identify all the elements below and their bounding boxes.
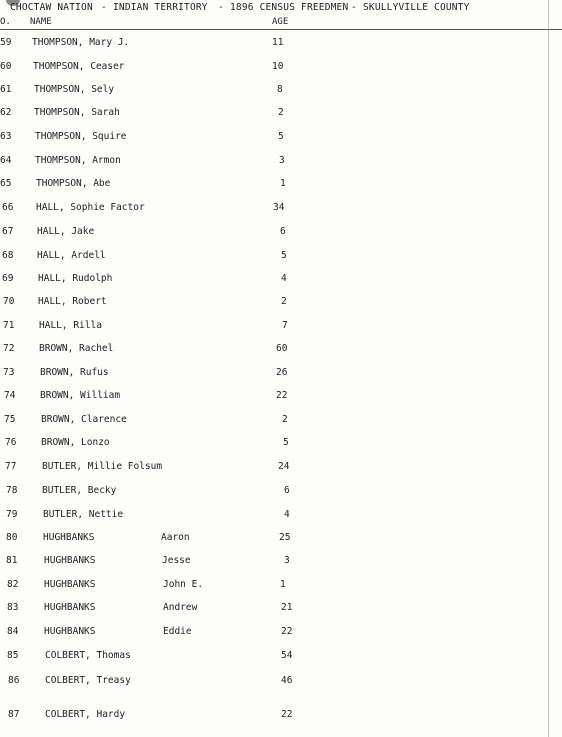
row-number: 76 xyxy=(5,437,17,448)
person-name: HALL, Rudolph xyxy=(38,273,113,284)
header-census: 1896 CENSUS FREEDMEN xyxy=(230,2,349,13)
person-name: BROWN, William xyxy=(40,390,121,401)
person-name: BROWN, Lonzo xyxy=(41,437,110,448)
row-number: 74 xyxy=(4,390,16,401)
table-row xyxy=(0,532,562,548)
table-row xyxy=(0,367,562,383)
given-name: Eddie xyxy=(163,626,192,637)
age-value: 22 xyxy=(281,626,293,637)
person-name: THOMPSON, Squire xyxy=(35,131,127,142)
row-number: 70 xyxy=(3,296,15,307)
person-name: HUGHBANKS xyxy=(44,626,96,637)
table-row xyxy=(0,61,562,77)
row-number: 60 xyxy=(0,61,12,72)
age-value: 5 xyxy=(281,250,287,261)
row-number: 62 xyxy=(0,107,12,118)
table-row xyxy=(0,675,562,691)
table-row xyxy=(0,320,562,336)
table-row xyxy=(0,343,562,359)
table-row xyxy=(0,273,562,289)
table-row xyxy=(0,84,562,100)
age-value: 2 xyxy=(278,107,284,118)
row-number: 79 xyxy=(6,509,18,520)
row-number: 59 xyxy=(0,37,12,48)
person-name: HALL, Jake xyxy=(37,226,95,237)
table-row xyxy=(0,250,562,266)
given-name: John E. xyxy=(163,579,204,590)
header-sep-3: - xyxy=(351,2,357,13)
age-value: 6 xyxy=(284,485,290,496)
row-number: 67 xyxy=(2,226,14,237)
age-value: 25 xyxy=(279,532,291,543)
row-number: 83 xyxy=(7,602,19,613)
person-name: THOMPSON, Armon xyxy=(35,155,121,166)
person-name: HUGHBANKS xyxy=(44,555,96,566)
age-value: 1 xyxy=(280,579,286,590)
table-row xyxy=(0,579,562,595)
age-value: 54 xyxy=(281,650,293,661)
table-row xyxy=(0,709,562,725)
row-number: 78 xyxy=(6,485,18,496)
given-name: Jesse xyxy=(162,555,191,566)
table-row xyxy=(0,202,562,218)
table-row xyxy=(0,555,562,571)
header-territory: INDIAN TERRITORY xyxy=(113,2,208,13)
age-value: 7 xyxy=(282,320,288,331)
person-name: BROWN, Clarence xyxy=(41,414,127,425)
table-row xyxy=(0,155,562,171)
person-name: BUTLER, Becky xyxy=(42,485,117,496)
age-value: 26 xyxy=(276,367,288,378)
row-number: 86 xyxy=(8,675,20,686)
age-value: 11 xyxy=(272,37,284,48)
row-number: 66 xyxy=(2,202,14,213)
row-number: 68 xyxy=(2,250,14,261)
table-row xyxy=(0,509,562,525)
row-number: 72 xyxy=(3,343,15,354)
row-number: 82 xyxy=(7,579,19,590)
person-name: BUTLER, Millie Folsum xyxy=(42,461,163,472)
person-name: HALL, Ardell xyxy=(37,250,106,261)
age-value: 21 xyxy=(281,602,293,613)
table-row xyxy=(0,296,562,312)
age-value: 3 xyxy=(279,155,285,166)
person-name: HALL, Rilla xyxy=(39,320,102,331)
column-header-name: NAME xyxy=(30,17,52,27)
given-name: Aaron xyxy=(161,532,190,543)
person-name: COLBERT, Hardy xyxy=(45,709,126,720)
row-number: 85 xyxy=(7,650,19,661)
table-row xyxy=(0,390,562,406)
table-row xyxy=(0,414,562,430)
person-name: THOMPSON, Sarah xyxy=(34,107,120,118)
row-number: 63 xyxy=(0,131,12,142)
age-value: 4 xyxy=(284,509,290,520)
table-row xyxy=(0,485,562,501)
age-value: 1 xyxy=(280,178,286,189)
person-name: HALL, Sophie Factor xyxy=(36,202,145,213)
person-name: COLBERT, Treasy xyxy=(45,675,131,686)
age-value: 6 xyxy=(280,226,286,237)
age-value: 10 xyxy=(272,61,284,72)
row-number: 69 xyxy=(2,273,14,284)
row-number: 71 xyxy=(3,320,15,331)
header-rule xyxy=(0,29,562,30)
person-name: THOMPSON, Sely xyxy=(34,84,115,95)
age-value: 46 xyxy=(281,675,293,686)
age-value: 22 xyxy=(281,709,293,720)
table-row xyxy=(0,650,562,666)
row-number: 73 xyxy=(3,367,15,378)
person-name: COLBERT, Thomas xyxy=(45,650,131,661)
column-header-number: O. xyxy=(0,17,11,27)
row-number: 65 xyxy=(0,178,12,189)
row-number: 75 xyxy=(4,414,16,425)
person-name: HUGHBANKS xyxy=(44,602,96,613)
person-name: BROWN, Rachel xyxy=(39,343,114,354)
age-value: 60 xyxy=(276,343,288,354)
column-header-age: AGE xyxy=(272,17,289,27)
header-county: SKULLYVILLE COUNTY xyxy=(363,2,470,13)
table-row xyxy=(0,226,562,242)
age-value: 34 xyxy=(273,202,285,213)
age-value: 5 xyxy=(283,437,289,448)
person-name: THOMPSON, Mary J. xyxy=(32,37,130,48)
age-value: 2 xyxy=(282,414,288,425)
table-row xyxy=(0,461,562,477)
age-value: 24 xyxy=(278,461,290,472)
table-row xyxy=(0,626,562,642)
row-number: 84 xyxy=(7,626,19,637)
table-row xyxy=(0,178,562,194)
age-value: 3 xyxy=(284,555,290,566)
header-sep-1: - xyxy=(101,2,107,13)
age-value: 4 xyxy=(281,273,287,284)
given-name: Andrew xyxy=(163,602,198,613)
row-number: 64 xyxy=(0,155,12,166)
table-row xyxy=(0,37,562,53)
age-value: 2 xyxy=(281,296,287,307)
age-value: 22 xyxy=(276,390,288,401)
row-number: 77 xyxy=(5,461,17,472)
row-number: 80 xyxy=(6,532,18,543)
person-name: HUGHBANKS xyxy=(44,579,96,590)
row-number: 81 xyxy=(6,555,18,566)
table-row xyxy=(0,437,562,453)
table-row xyxy=(0,107,562,123)
person-name: BUTLER, Nettie xyxy=(43,509,124,520)
person-name: BROWN, Rufus xyxy=(40,367,109,378)
row-number: 61 xyxy=(0,84,12,95)
header-sep-2: - xyxy=(218,2,224,13)
table-row xyxy=(0,131,562,147)
row-number: 87 xyxy=(8,709,20,720)
person-name: THOMPSON, Ceaser xyxy=(33,61,125,72)
table-row xyxy=(0,602,562,618)
person-name: HUGHBANKS xyxy=(43,532,95,543)
person-name: HALL, Robert xyxy=(38,296,107,307)
header-nation: CHOCTAW NATION xyxy=(10,2,93,13)
person-name: THOMPSON, Abe xyxy=(36,178,111,189)
age-value: 8 xyxy=(277,84,283,95)
age-value: 5 xyxy=(278,131,284,142)
